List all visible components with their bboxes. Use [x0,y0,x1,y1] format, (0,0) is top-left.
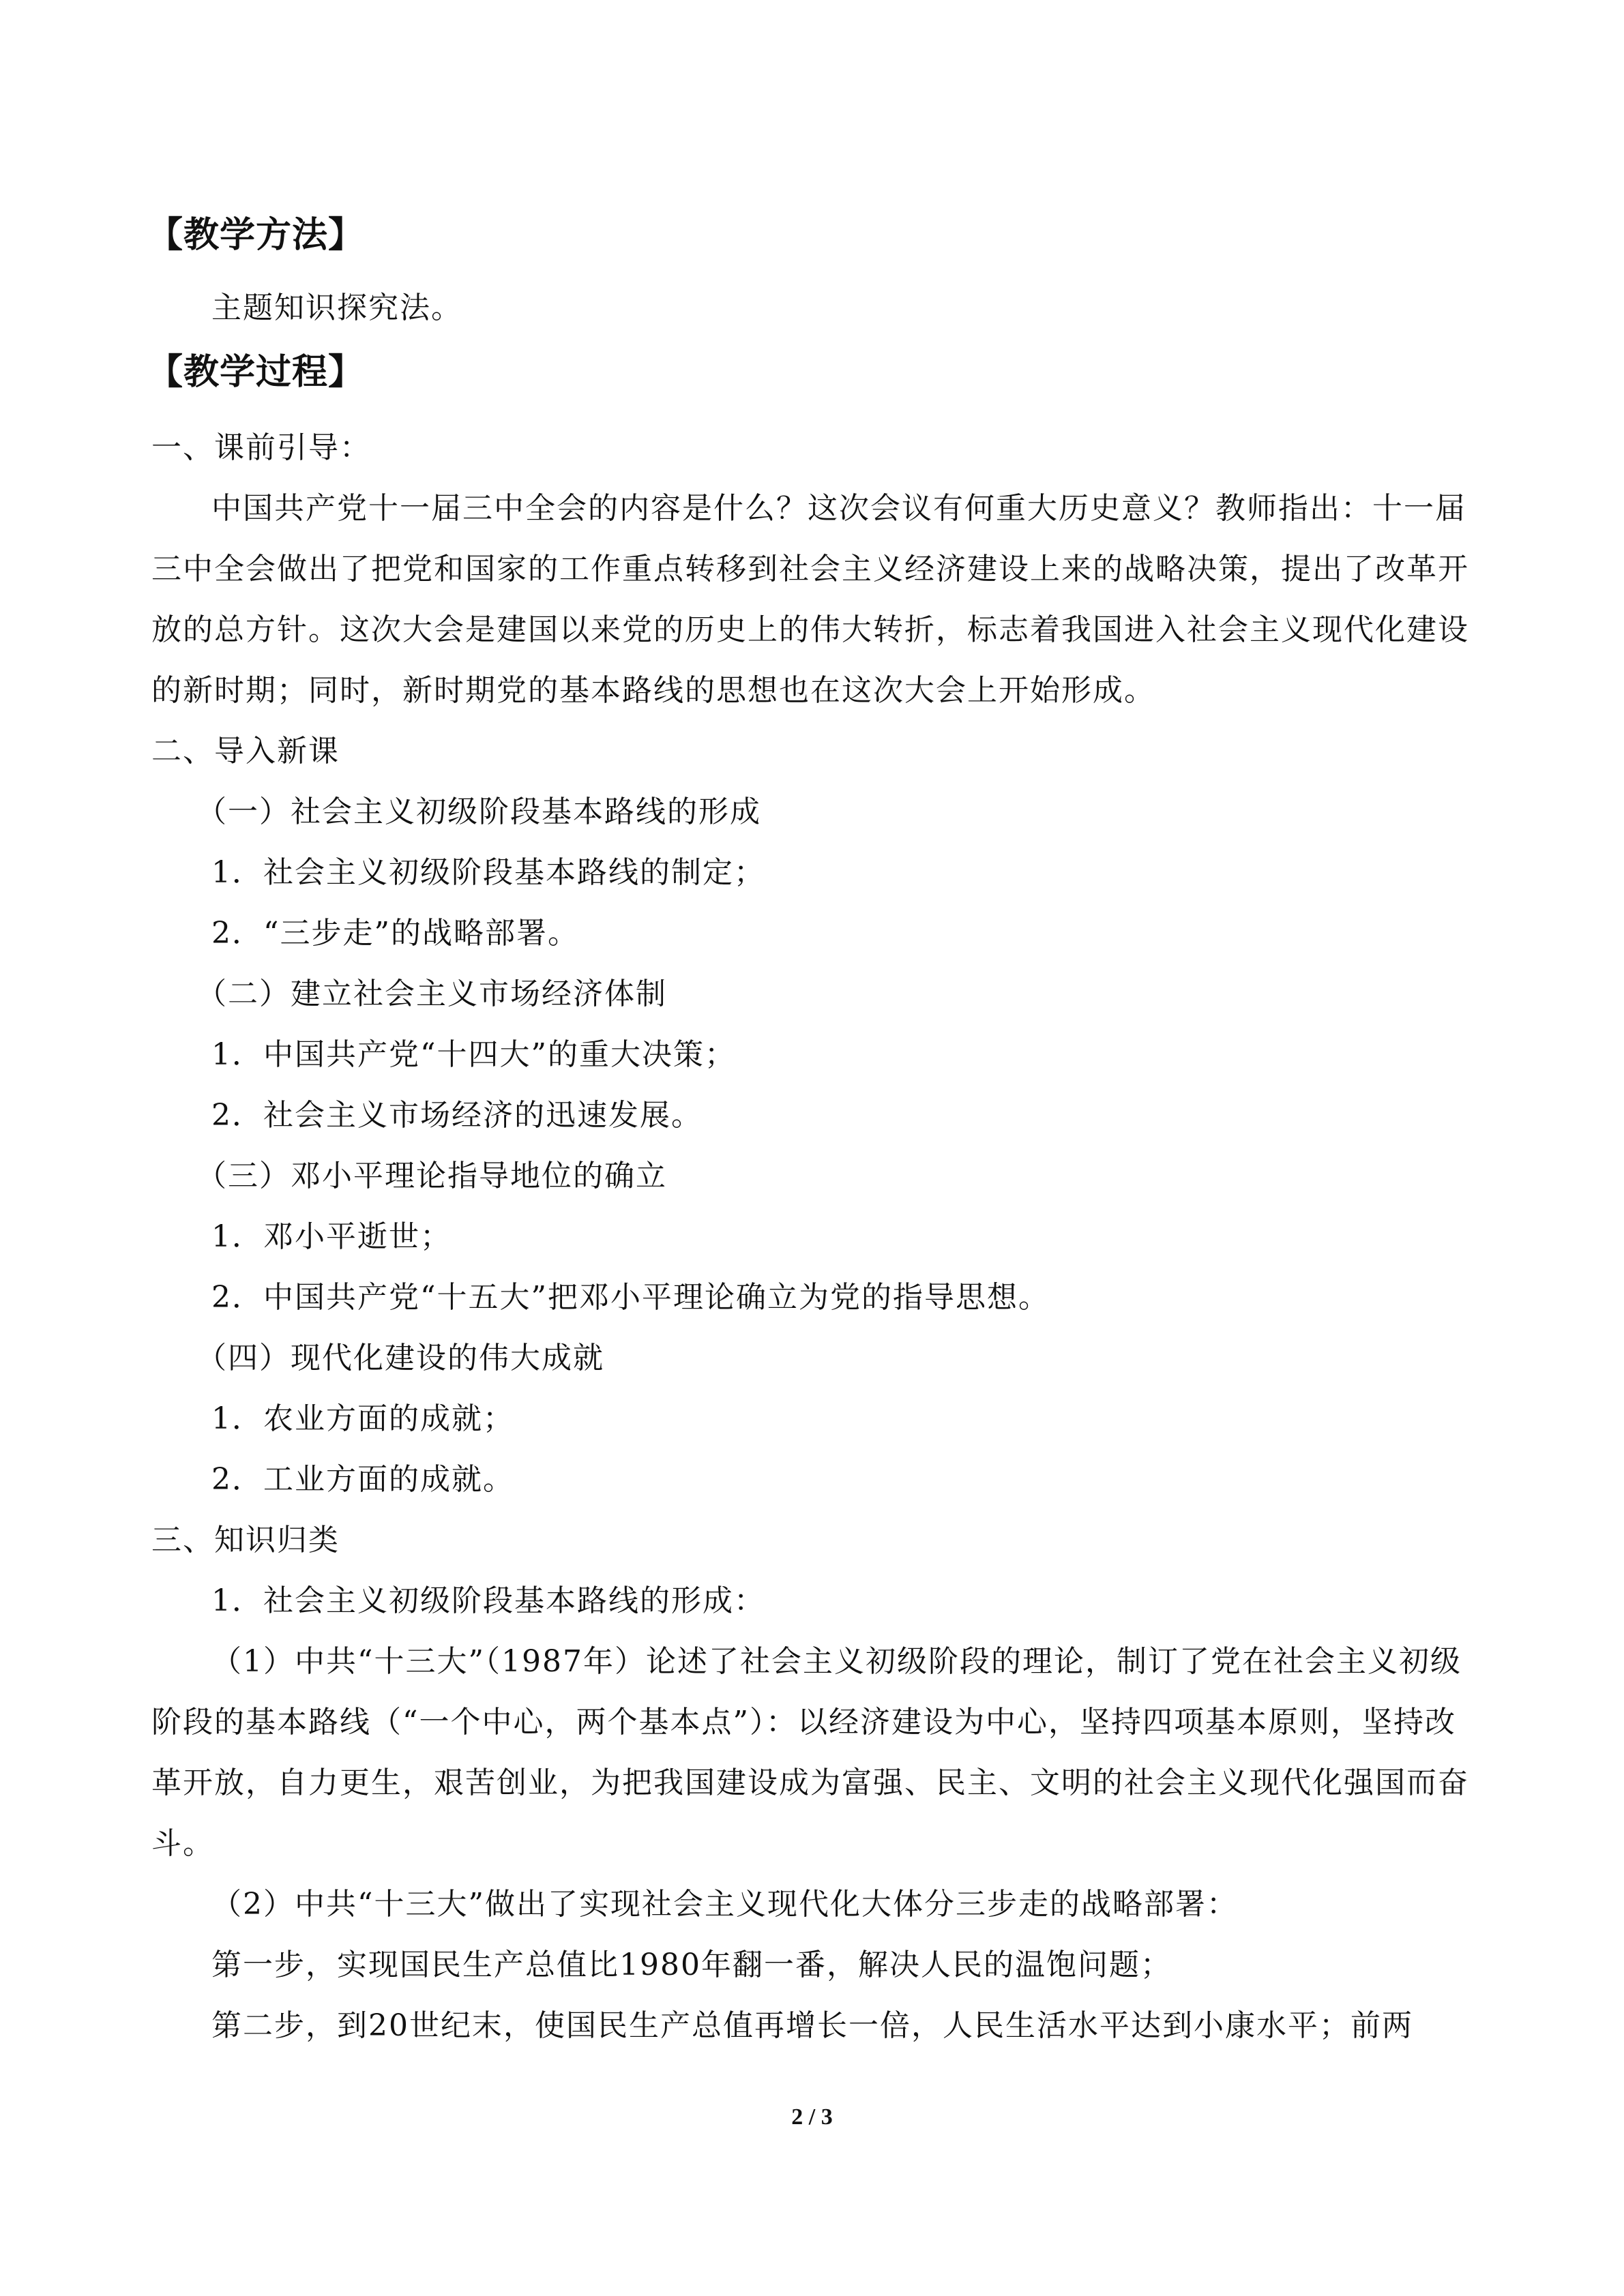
part-2-item-2: 2．社会主义市场经济的迅速发展。 [211,1098,703,1133]
page-number: 2 / 3 [791,2104,833,2130]
section-2-title: 二、导入新课 [151,734,340,769]
section-1-title: 一、课前引导： [151,430,371,465]
teaching-method-text: 主题知识探究法。 [211,290,462,325]
heading-teaching-method: 【教学方法】 [147,215,365,256]
section-3-item-1: 1．社会主义初级阶段基本路线的形成： [211,1583,765,1618]
heading-teaching-process: 【教学过程】 [147,352,365,393]
part-3-title: （三）邓小平理论指导地位的确立 [196,1159,667,1193]
part-3-item-1: 1．邓小平逝世； [211,1219,452,1254]
part-1-item-1: 1．社会主义初级阶段基本路线的制定； [211,855,765,890]
part-4-item-2: 2．工业方面的成就。 [211,1462,514,1497]
document-body [147,208,1475,2056]
section-3-step-1: 第一步，实现国民生产总值比1980年翻一番，解决人民的温饱问题； [211,1948,1172,1982]
section-3-paragraph-2: （2）中共“十三大”做出了实现社会主义现代化大体分三步走的战略部署： [211,1887,1238,1922]
part-4-item-1: 1．农业方面的成就； [211,1401,514,1436]
part-1-title: （一）社会主义初级阶段基本路线的形成 [196,794,761,829]
part-2-item-1: 1．中国共产党“十四大”的重大决策； [211,1037,736,1072]
section-1-paragraph: 中国共产党十一届三中全会的内容是什么？这次会议有何重大历史意义？教师指出：十一届三中全会做出了把党和国家的工作重点转移到社会主义经济建设上来的战略决策，提出了改革开放的总方针。这次大会是建国以来党的历史上的伟大转折，标志着我国进入社会主义现代化建设的新时期；同时，新时期党的基本路线的思想也在这次大会上开始形成。 [151,491,1469,708]
part-3-item-2: 2．中国共产党“十五大”把邓小平理论确立为党的指导思想。 [211,1280,1050,1315]
part-2-title: （二）建立社会主义市场经济体制 [196,976,667,1011]
section-3-step-2: 第二步，到20世纪末，使国民生产总值再增长一倍，人民生活水平达到小康水平；前两 [211,2008,1413,2043]
section-3-title: 三、知识归类 [151,1523,340,1557]
part-4-title: （四）现代化建设的伟大成就 [196,1341,604,1375]
section-3-paragraph-1: （1）中共“十三大”（1987年）论述了社会主义初级阶段的理论，制订了党在社会主义初级阶段的基本路线（“一个中心，两个基本点”）：以经济建设为中心，坚持四项基本原则，坚持改革开放，自力更生，艰苦创业，为把我国建设成为富强、民主、文明的社会主义现代化强国而奋斗。 [151,1644,1469,1861]
part-1-item-2: 2．“三步走”的战略部署。 [211,916,579,951]
